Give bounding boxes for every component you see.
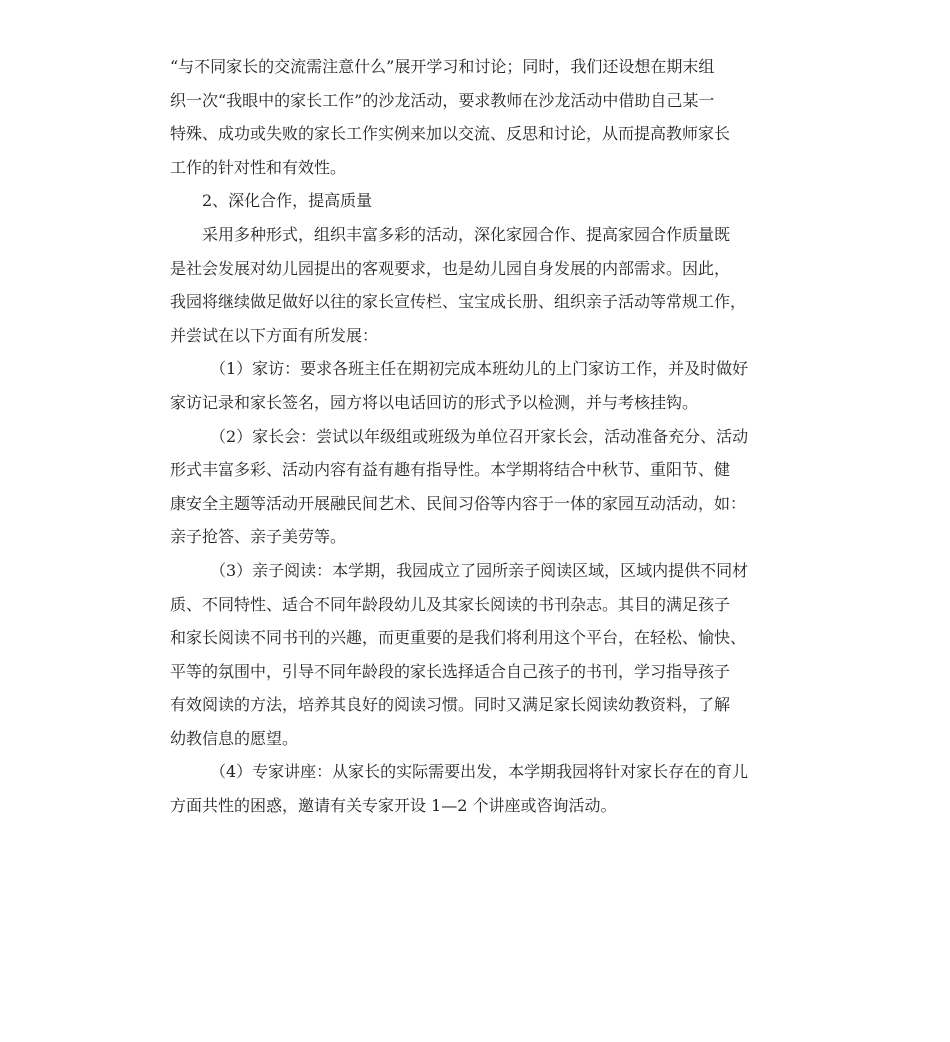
text-line: 并尝试在以下方面有所发展： (170, 325, 379, 345)
text-line: 我园将继续做足做好以往的家长宣传栏、宝宝成长册、组织亲子活动等常规工作， (170, 292, 747, 312)
text-line: 平等的氛围中，引导不同年龄段的家长选择适合自己孩子的书刊，学习指导孩子 (170, 661, 731, 681)
list-item-parent-meeting: （2）家长会：尝试以年级组或班级为单位召开家长会，活动准备充分、活动 (210, 426, 749, 446)
text-line: 采用多种形式，组织丰富多彩的活动，深化家园合作、提高家园合作质量既 (202, 224, 731, 244)
text-line: 幼教信息的愿望。 (170, 728, 299, 748)
text-line: 家访记录和家长签名，园方将以电话回访的形式予以检测，并与考核挂钩。 (170, 392, 699, 412)
text-line: 有效阅读的方法，培养其良好的阅读习惯。同时又满足家长阅读幼教资料，了解 (170, 695, 731, 715)
text-line: 方面共性的困惑，邀请有关专家开设 1—2 个讲座或咨询活动。 (170, 796, 617, 816)
text-line: 亲子抢答、亲子美劳等。 (170, 527, 347, 547)
text-line: 和家长阅读不同书刊的兴趣，而更重要的是我们将利用这个平台，在轻松、愉快、 (170, 628, 747, 648)
text-line: 特殊、成功或失败的家长工作实例来加以交流、反思和讨论，从而提高教师家长 (170, 124, 731, 144)
list-item-home-visit: （1）家访：要求各班主任在期初完成本班幼儿的上门家访工作，并及时做好 (210, 359, 749, 379)
document-body (170, 50, 800, 823)
list-item-parent-child-reading: （3）亲子阅读：本学期，我园成立了园所亲子阅读区域，区域内提供不同材 (210, 560, 749, 580)
list-item-expert-lecture: （4）专家讲座：从家长的实际需要出发，本学期我园将针对家长存在的育儿 (210, 762, 749, 782)
text-line: 康安全主题等活动开展融民间艺术、民间习俗等内容于一体的家园互动活动，如： (170, 493, 747, 513)
text-line: 织一次“我眼中的家长工作”的沙龙活动，要求教师在沙龙活动中借助自己某一 (170, 90, 715, 110)
text-line: 是社会发展对幼儿园提出的客观要求，也是幼儿园自身发展的内部需求。因此， (170, 258, 731, 278)
text-line: “与不同家长的交流需注意什么”展开学习和讨论；同时，我们还设想在期末组 (170, 57, 715, 76)
section-heading: 2、深化合作，提高质量 (202, 191, 373, 211)
text-line: 质、不同特性、适合不同年龄段幼儿及其家长阅读的书刊杂志。其目的满足孩子 (170, 594, 731, 614)
text-line: 形式丰富多彩、活动内容有益有趣有指导性。本学期将结合中秋节、重阳节、健 (170, 460, 731, 480)
text-line: 工作的针对性和有效性。 (170, 157, 347, 177)
